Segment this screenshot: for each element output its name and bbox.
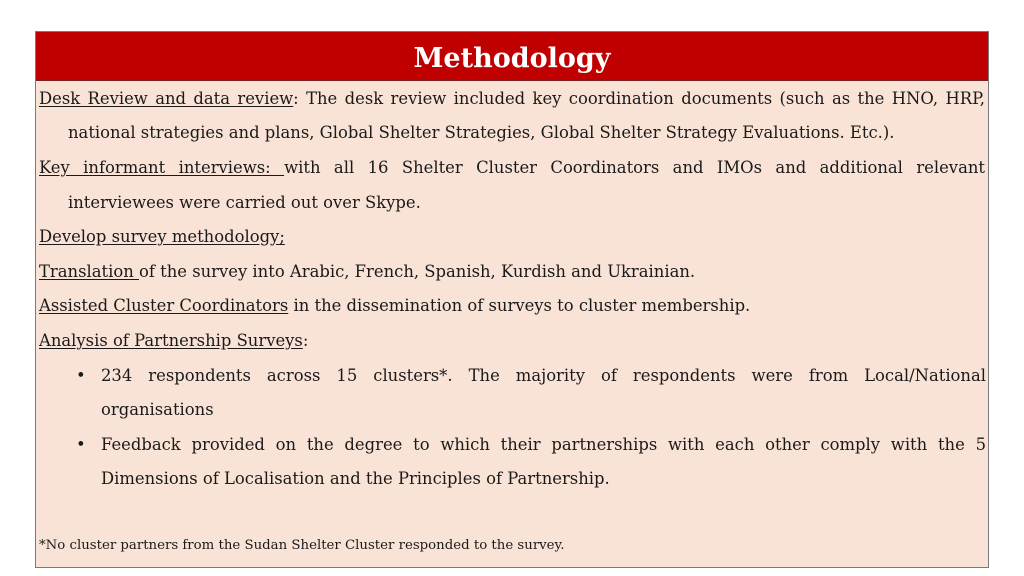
bullet-1-line2: organisations: [101, 400, 214, 419]
methodology-slide: [35, 31, 989, 568]
translation-text: of the survey into Arabic, French, Spanish, Kurdish and Ukrainian.: [139, 262, 696, 281]
assisted-label: Assisted Cluster Coordinators: [39, 296, 289, 315]
desk-review-text1: : The desk review included key coordination documents (such as the HNO, HRP,: [293, 89, 985, 108]
title-bar: [36, 32, 988, 81]
footnote: *No cluster partners from the Sudan Shelter Cluster responded to the survey.: [39, 538, 565, 553]
bullet-1-line1: 234 respondents across 15 clusters*. The majority of respondents were from Local/National: [101, 366, 986, 385]
desk-review-line1: [39, 89, 985, 109]
key-informant-label: Key informant interviews:: [39, 158, 285, 177]
analysis-line: [39, 331, 308, 351]
translation-line: [39, 262, 695, 282]
key-informant-text1: with all 16 Shelter Cluster Coordinators and IMOs and additional relevant: [284, 158, 985, 177]
assisted-line: [39, 296, 750, 316]
key-informant-line2: interviewees were carried out over Skype.: [68, 193, 421, 212]
analysis-text: :: [302, 331, 309, 350]
translation-label: Translation: [39, 262, 139, 281]
survey-methodology-line: [39, 227, 285, 247]
assisted-text: in the dissemination of surveys to cluster membership.: [288, 296, 751, 315]
bullet-marker-2: •: [76, 435, 86, 454]
key-informant-line1: [39, 158, 985, 178]
desk-review-label: Desk Review and data review: [39, 89, 294, 108]
bullet-2-line1: Feedback provided on the degree to which their partnerships with each other comply with the 5: [101, 435, 986, 454]
desk-review-line2: national strategies and plans, Global Shelter Strategies, Global Shelter Strategy Evaluations. Etc.).: [68, 123, 895, 142]
survey-methodology-label: Develop survey methodology;: [39, 227, 285, 246]
page-title: Methodology: [413, 42, 611, 74]
analysis-label: Analysis of Partnership Surveys: [39, 331, 303, 350]
bullet-2-line2: Dimensions of Localisation and the Principles of Partnership.: [101, 469, 610, 488]
bullet-marker-1: •: [76, 366, 86, 385]
